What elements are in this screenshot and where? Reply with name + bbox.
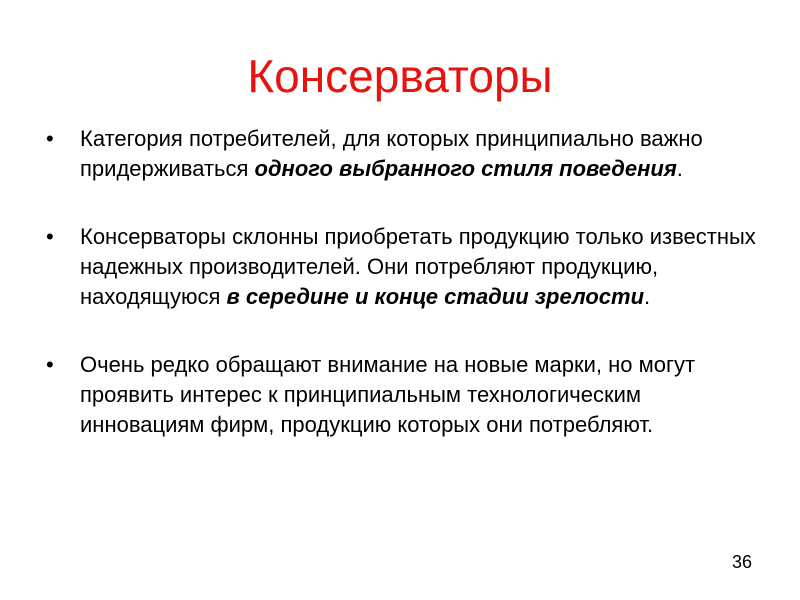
bullet-text: Категория потребителей, для которых принципиально важно придерживаться (80, 126, 703, 181)
bullet-list (46, 124, 766, 478)
bullet-text-end: . (676, 156, 683, 181)
bullet-item-3 (46, 350, 766, 440)
bullet-marker: • (46, 224, 54, 249)
bullet-emphasis: одного выбранного стиля поведения (254, 156, 677, 181)
bullet-item-2 (46, 222, 766, 312)
slide-title: Консерваторы (247, 50, 553, 102)
bullet-marker: • (46, 352, 54, 377)
bullet-text: Консерваторы склонны приобретать продукцию только известных надежных производителей. Они потребляют продукцию, находящуюся (80, 224, 756, 309)
bullet-item-1 (46, 124, 766, 184)
bullet-text: Очень редко обращают внимание на новые марки, но могут проявить интерес к принципиальным технологическим инновациям фирм, продукцию которых они потребляют. (80, 352, 696, 437)
page-number: 36 (731, 552, 752, 572)
bullet-emphasis: в середине и конце стадии зрелости (226, 284, 645, 309)
bullet-text-end: . (644, 284, 651, 309)
bullet-marker: • (46, 126, 54, 151)
